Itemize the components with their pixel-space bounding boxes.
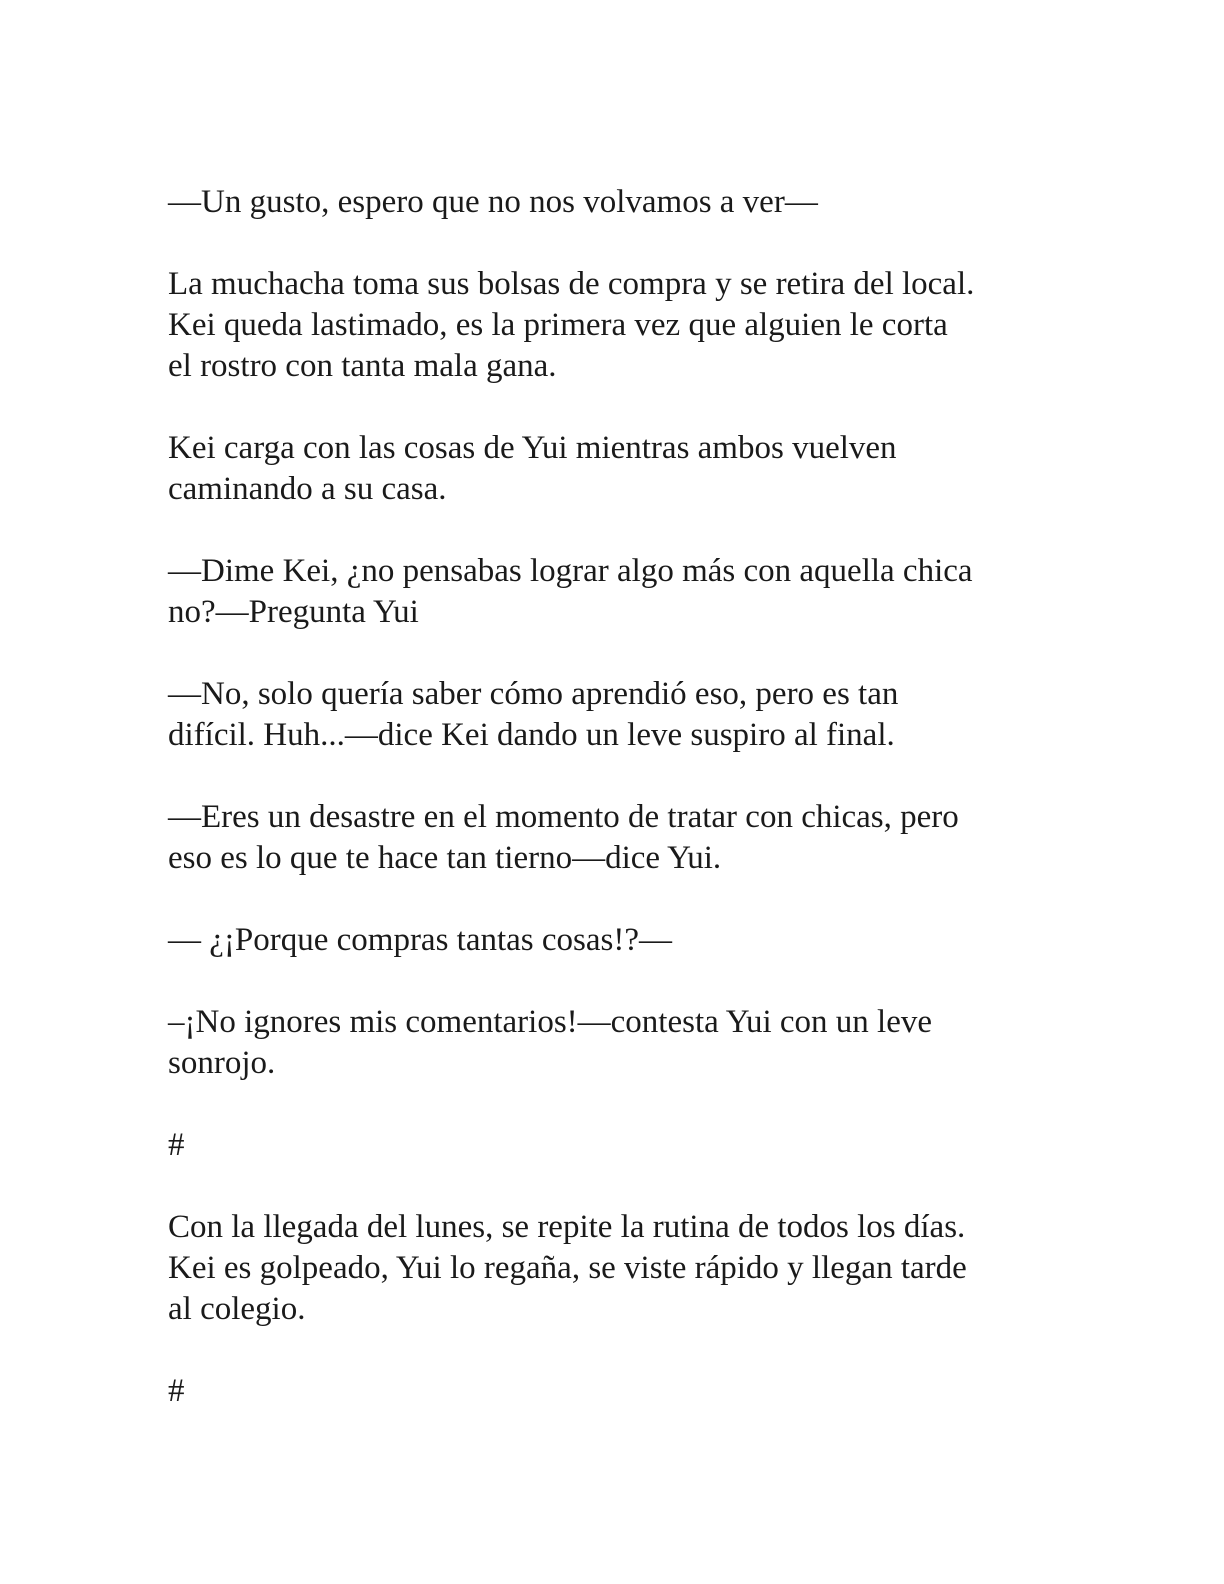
body-text xyxy=(168,182,1068,1453)
text-line: –¡No ignores mis comentarios!—contesta Yui con un leve xyxy=(168,1004,933,1040)
text-line: el rostro con tanta mala gana. xyxy=(168,348,557,384)
text-line: —Dime Kei, ¿no pensabas lograr algo más con aquella chica xyxy=(168,553,973,589)
text-line: eso es lo que te hace tan tierno—dice Yui. xyxy=(168,840,722,876)
text-line: no?—Pregunta Yui xyxy=(168,594,419,630)
text-line: difícil. Huh...—dice Kei dando un leve suspiro al final. xyxy=(168,717,895,753)
paragraph-yui-blush xyxy=(168,1002,1068,1084)
text-line: La muchacha toma sus bolsas de compra y se retira del local. xyxy=(168,266,975,302)
paragraph-monday-routine xyxy=(168,1207,1068,1330)
section-break xyxy=(168,1371,1068,1412)
paragraph-kei-answer xyxy=(168,674,1068,756)
paragraph-kei-exclaims xyxy=(168,920,1068,961)
text-line: Kei carga con las cosas de Yui mientras ambos vuelven xyxy=(168,430,897,466)
text-line: Kei queda lastimado, es la primera vez que alguien le corta xyxy=(168,307,948,343)
section-break-mark: # xyxy=(168,1373,185,1409)
text-line: — ¿¡Porque compras tantas cosas!?— xyxy=(168,922,673,958)
text-line: —Eres un desastre en el momento de tratar con chicas, pero xyxy=(168,799,959,835)
text-line: —Un gusto, espero que no nos volvamos a ver— xyxy=(168,184,818,220)
text-line: sonrojo. xyxy=(168,1045,276,1081)
paragraph-girl-leaves xyxy=(168,264,1068,387)
text-line: Kei es golpeado, Yui lo regaña, se viste rápido y llegan tarde xyxy=(168,1250,967,1286)
text-line: —No, solo quería saber cómo aprendió eso, pero es tan xyxy=(168,676,899,712)
paragraph-yui-question xyxy=(168,551,1068,633)
paragraph-dialogue-farewell xyxy=(168,182,1068,223)
section-break-mark: # xyxy=(168,1127,185,1163)
text-line: al colegio. xyxy=(168,1291,306,1327)
paragraph-yui-comment xyxy=(168,797,1068,879)
paragraph-walk-home xyxy=(168,428,1068,510)
text-line: caminando a su casa. xyxy=(168,471,447,507)
section-break xyxy=(168,1125,1068,1166)
text-line: Con la llegada del lunes, se repite la rutina de todos los días. xyxy=(168,1209,966,1245)
